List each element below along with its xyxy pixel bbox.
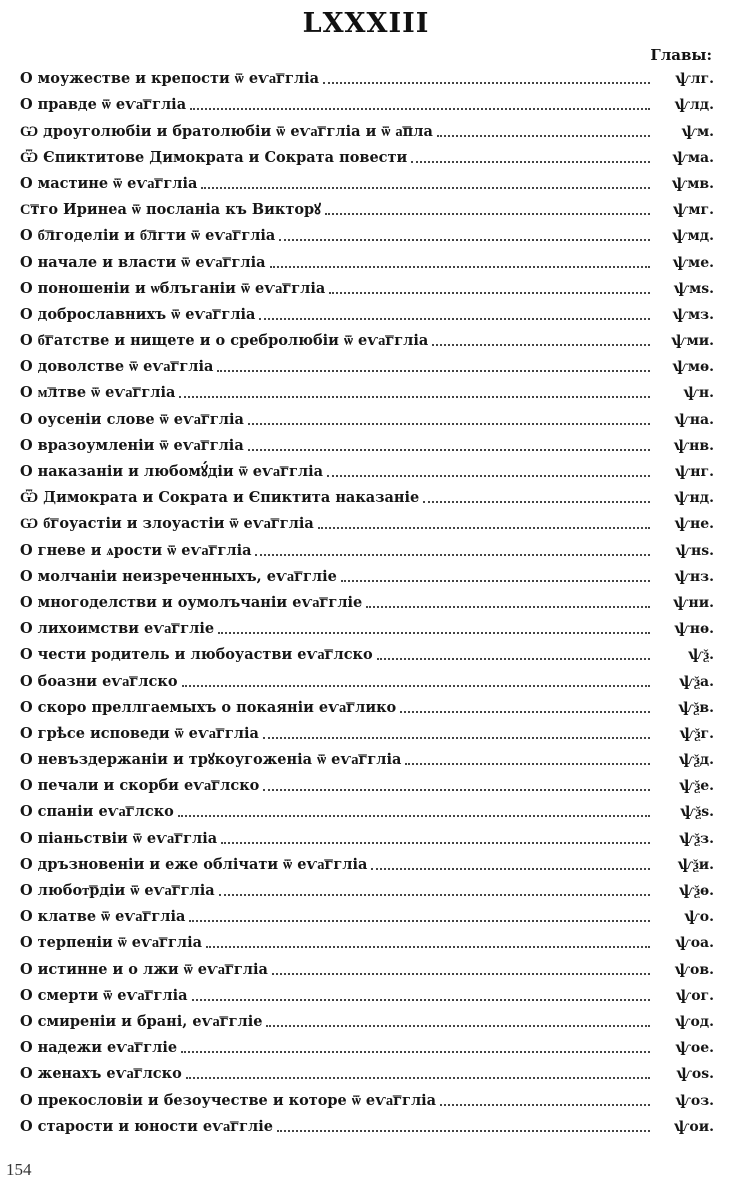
toc-entry-title: О наказаніи и любомꙋ́діи ѿ еѵа͞ггліа — [20, 463, 323, 480]
toc-entry-number: ѱмг. — [672, 202, 714, 219]
toc-entry — [20, 352, 714, 378]
dot-leader — [329, 292, 650, 294]
toc-entry-number: ѱни. — [673, 594, 714, 611]
toc-entry-number: ѱне. — [674, 516, 714, 533]
toc-entry-number: ѱнв. — [673, 437, 714, 454]
toc-entry-title: Ѡ б͞гоуастіи и злоуастіи ѿ еѵа͞ггліа — [20, 515, 314, 533]
page-title: LXXXIII — [302, 8, 430, 39]
toc-entry-title: О смерти ѿ еѵа͞ггліа — [20, 986, 188, 1004]
toc-entry-number: ѱѯв. — [678, 699, 714, 716]
toc-entry-number: ѱѯе. — [679, 778, 714, 795]
toc-entry-number: ѱѯз. — [679, 830, 714, 847]
toc-entry — [20, 195, 714, 221]
toc-entry — [20, 116, 714, 142]
toc-entry-number: ѱѯи. — [677, 856, 714, 873]
dot-leader — [192, 999, 650, 1001]
dot-leader — [218, 632, 650, 634]
dot-leader — [201, 187, 650, 189]
toc-entry-title: О спаніи еѵа͞глско — [20, 803, 174, 821]
toc-entry — [20, 457, 714, 483]
toc-entry — [20, 483, 714, 509]
toc-entry — [20, 90, 714, 116]
dot-leader — [341, 580, 650, 582]
toc-entry — [20, 666, 714, 692]
dot-leader — [366, 606, 650, 608]
toc-entry-number: ѱм. — [681, 123, 714, 140]
dot-leader — [219, 894, 650, 896]
toc-entry-title: О вразоумленіи ѿ еѵа͞ггліа — [20, 436, 244, 454]
toc-entry-number: ѱмѕ. — [673, 280, 714, 297]
toc-entry-number: ѱов. — [674, 961, 714, 978]
toc-entry-title: Ѿ Димократа и Сократа и Єпиктита наказаніе — [20, 489, 420, 507]
toc-entry — [20, 431, 714, 457]
dot-leader — [325, 213, 650, 215]
toc-entry — [20, 300, 714, 326]
toc-entry-title: О прекословіи и безоучестве и которе ѿ еѵа͞ггліа — [20, 1091, 437, 1109]
toc-entry — [20, 797, 714, 823]
toc-entry-number: ѱна. — [674, 411, 714, 428]
toc-entry-title: О старости и юности еѵа͞ггліе — [20, 1117, 273, 1135]
toc-entry — [20, 1085, 714, 1111]
toc-entry-number: ѱоѕ. — [676, 1066, 714, 1083]
toc-entry-number: ѱнз. — [674, 568, 714, 585]
toc-entry-title: О правде ѿ еѵа͞ггліа — [20, 96, 187, 114]
dot-leader — [263, 789, 650, 791]
toc-entry — [20, 771, 714, 797]
toc-entry-number: ѱми. — [671, 333, 714, 350]
toc-entry-number: ѱме. — [672, 254, 714, 271]
dot-leader — [182, 685, 651, 687]
dot-leader — [266, 1025, 650, 1027]
toc-entry — [20, 693, 714, 719]
dot-leader — [318, 527, 650, 529]
dot-leader — [248, 423, 650, 425]
toc-entry-title: О оусеніи слове ѿ еѵа͞ггліа — [20, 410, 244, 428]
toc-entry-title: О истинне и о лжи ѿ еѵа͞ггліа — [20, 960, 268, 978]
toc-entry-number: ѱмв. — [671, 175, 714, 192]
toc-entry — [20, 221, 714, 247]
toc-entry-number: ѱнѳ. — [674, 621, 714, 638]
toc-entry-number: ѱоа. — [675, 935, 714, 952]
toc-entry — [20, 614, 714, 640]
toc-entry — [20, 850, 714, 876]
toc-entry-number: ѱѯѳ. — [678, 883, 714, 899]
toc-entry-number: ѱѯа. — [678, 673, 714, 690]
toc-entry-title: О м͞лтве ѿ еѵа͞ггліа — [20, 384, 176, 402]
toc-entry — [20, 169, 714, 195]
toc-entry-title: О клатве ѿ еѵа͞ггліа — [20, 908, 186, 926]
dot-leader — [272, 973, 650, 975]
toc-entry-number: ѱмѳ. — [672, 359, 714, 376]
toc-entry-title: О поношеніи и ѡблъганіи ѿ еѵа͞ггліа — [20, 279, 326, 297]
dot-leader — [411, 161, 650, 163]
column-header: Главы: — [650, 46, 712, 64]
toc-entry — [20, 823, 714, 849]
toc-entry — [20, 326, 714, 352]
toc-entry-number: ѱмд. — [672, 228, 714, 245]
toc-entry-title: О терпеніи ѿ еѵа͞ггліа — [20, 934, 203, 952]
dot-leader — [270, 266, 650, 268]
page-number: 154 — [6, 1160, 32, 1179]
toc-entry — [20, 719, 714, 745]
dot-leader — [323, 82, 650, 84]
dot-leader — [279, 239, 650, 241]
toc-entry-title: О чести родитель и любоуастви еѵа͞глско — [20, 646, 373, 664]
dot-leader — [206, 946, 650, 948]
toc-entry — [20, 404, 714, 430]
toc-entry-title: О гневе и ѧрости ѿ еѵа͞ггліа — [20, 541, 252, 559]
toc-entry-number: ѱлг. — [675, 71, 714, 88]
toc-entry-title: О надежи еѵа͞ггліе — [20, 1039, 178, 1057]
toc-entry — [20, 928, 714, 954]
toc-entry — [20, 902, 714, 928]
dot-leader — [432, 344, 650, 346]
toc-entry-title: О дръзновеніи и еже облічати ѿ еѵа͞ггліа — [20, 855, 368, 873]
dot-leader — [263, 737, 650, 739]
toc-entry-title: О смиреніи и брані, еѵа͞ггліе — [20, 1012, 263, 1030]
toc-entry — [20, 247, 714, 273]
dot-leader — [179, 396, 650, 398]
toc-entry — [20, 1059, 714, 1085]
dot-leader — [221, 842, 650, 844]
toc-entry-title: О моужестве и крепости ѿ еѵа͞ггліа — [20, 70, 320, 88]
table-of-contents — [20, 64, 714, 1138]
toc-entry-title: О б͞лгоделіи и б͞лгти ѿ еѵа͞ггліа — [20, 227, 276, 245]
toc-entry-number: ѱоз. — [675, 1092, 714, 1109]
toc-entry-title: О молчаніи неизреченныхъ, еѵа͞ггліе — [20, 567, 337, 585]
toc-entry-title: О начале и власти ѿ еѵа͞ггліа — [20, 253, 266, 271]
toc-entry-number: ѱнд. — [674, 490, 714, 507]
toc-entry — [20, 143, 714, 169]
toc-entry-title: О мастине ѿ еѵа͞ггліа — [20, 174, 198, 192]
toc-entry-number: ѱма. — [672, 149, 714, 166]
toc-entry-title: С͞тго Иринеа ѿ посланіа къ Викторꙋ — [20, 201, 321, 219]
toc-entry-number: ѱѯѕ. — [680, 804, 714, 821]
toc-entry — [20, 562, 714, 588]
toc-entry — [20, 509, 714, 535]
dot-leader — [405, 763, 650, 765]
toc-entry-title: О многоделстви и оумолъчаніи еѵа͞ггліе — [20, 593, 363, 611]
toc-entry-title: О женахъ еѵа͞глско — [20, 1065, 182, 1083]
toc-entry — [20, 1007, 714, 1033]
toc-entry-number: ѱое. — [675, 1040, 714, 1057]
toc-entry — [20, 1033, 714, 1059]
toc-entry — [20, 64, 714, 90]
dot-leader — [181, 1051, 650, 1053]
toc-entry-number: ѱѯ. — [688, 647, 714, 664]
toc-entry-title: О лихоимстви еѵа͞ггліе — [20, 620, 215, 638]
toc-entry-title: Ѿ Єпиктитове Димократа и Сократа повести — [20, 148, 408, 166]
dot-leader — [437, 135, 650, 137]
toc-entry — [20, 745, 714, 771]
toc-entry-title: О б͞гатстве и нищете и о сребролюбіи ѿ еѵа͞ггліа — [20, 332, 429, 350]
toc-entry-title: О невъздержаніи и трꙋкоугоженіа ѿ еѵа͞ггліа — [20, 751, 402, 769]
dot-leader — [178, 815, 650, 817]
dot-leader — [255, 554, 650, 556]
toc-entry-number: ѱо. — [684, 909, 714, 926]
dot-leader — [259, 318, 650, 320]
toc-entry-number: ѱѯг. — [679, 725, 714, 742]
toc-entry-number: ѱод. — [674, 1013, 714, 1030]
toc-entry-number: ѱлд. — [674, 97, 714, 114]
toc-entry-number: ѱои. — [673, 1118, 714, 1135]
dot-leader — [423, 501, 650, 503]
dot-leader — [400, 711, 650, 713]
dot-leader — [190, 108, 650, 110]
toc-entry — [20, 981, 714, 1007]
dot-leader — [186, 1077, 650, 1079]
toc-entry — [20, 640, 714, 666]
dot-leader — [327, 475, 650, 477]
toc-entry-number: ѱѯд. — [678, 752, 714, 769]
dot-leader — [189, 920, 650, 922]
toc-entry-title: О любот͞рдіи ѿ еѵа͞ггліа — [20, 882, 215, 899]
dot-leader — [277, 1130, 650, 1132]
toc-entry-number: ѱмз. — [672, 306, 714, 323]
toc-entry-title: О доброславнихъ ѿ еѵа͞ггліа — [20, 305, 256, 323]
toc-entry-title: О печали и скорби еѵа͞глско — [20, 777, 260, 795]
toc-entry-number: ѱог. — [675, 987, 714, 1004]
toc-entry-title: О боазни еѵа͞глско — [20, 672, 178, 690]
toc-entry — [20, 274, 714, 300]
toc-entry — [20, 378, 714, 404]
dot-leader — [377, 658, 650, 660]
toc-entry-number: ѱнѕ. — [675, 542, 714, 559]
toc-entry-title: Ѡ дроуголюбіи и братолюбіи ѿ еѵа͞ггліа и ѿ а͞пла — [20, 122, 433, 140]
toc-entry-title: О піаньствіи ѿ еѵа͞ггліа — [20, 829, 218, 847]
dot-leader — [440, 1104, 650, 1106]
toc-entry — [20, 876, 714, 902]
dot-leader — [217, 370, 650, 372]
toc-entry — [20, 588, 714, 614]
toc-entry-title: О грѣсе исповеди ѿ еѵа͞ггліа — [20, 724, 259, 742]
toc-entry — [20, 535, 714, 561]
toc-entry-number: ѱн. — [683, 385, 714, 402]
toc-entry — [20, 1112, 714, 1138]
dot-leader — [248, 449, 650, 451]
toc-entry-title: О доволстве ѿ еѵа͞ггліа — [20, 358, 214, 376]
dot-leader — [371, 868, 650, 870]
toc-entry-number: ѱнг. — [674, 464, 714, 480]
toc-entry-title: О скоро преллгаемыхъ о покаяніи еѵа͞глико — [20, 698, 397, 716]
toc-entry — [20, 954, 714, 980]
